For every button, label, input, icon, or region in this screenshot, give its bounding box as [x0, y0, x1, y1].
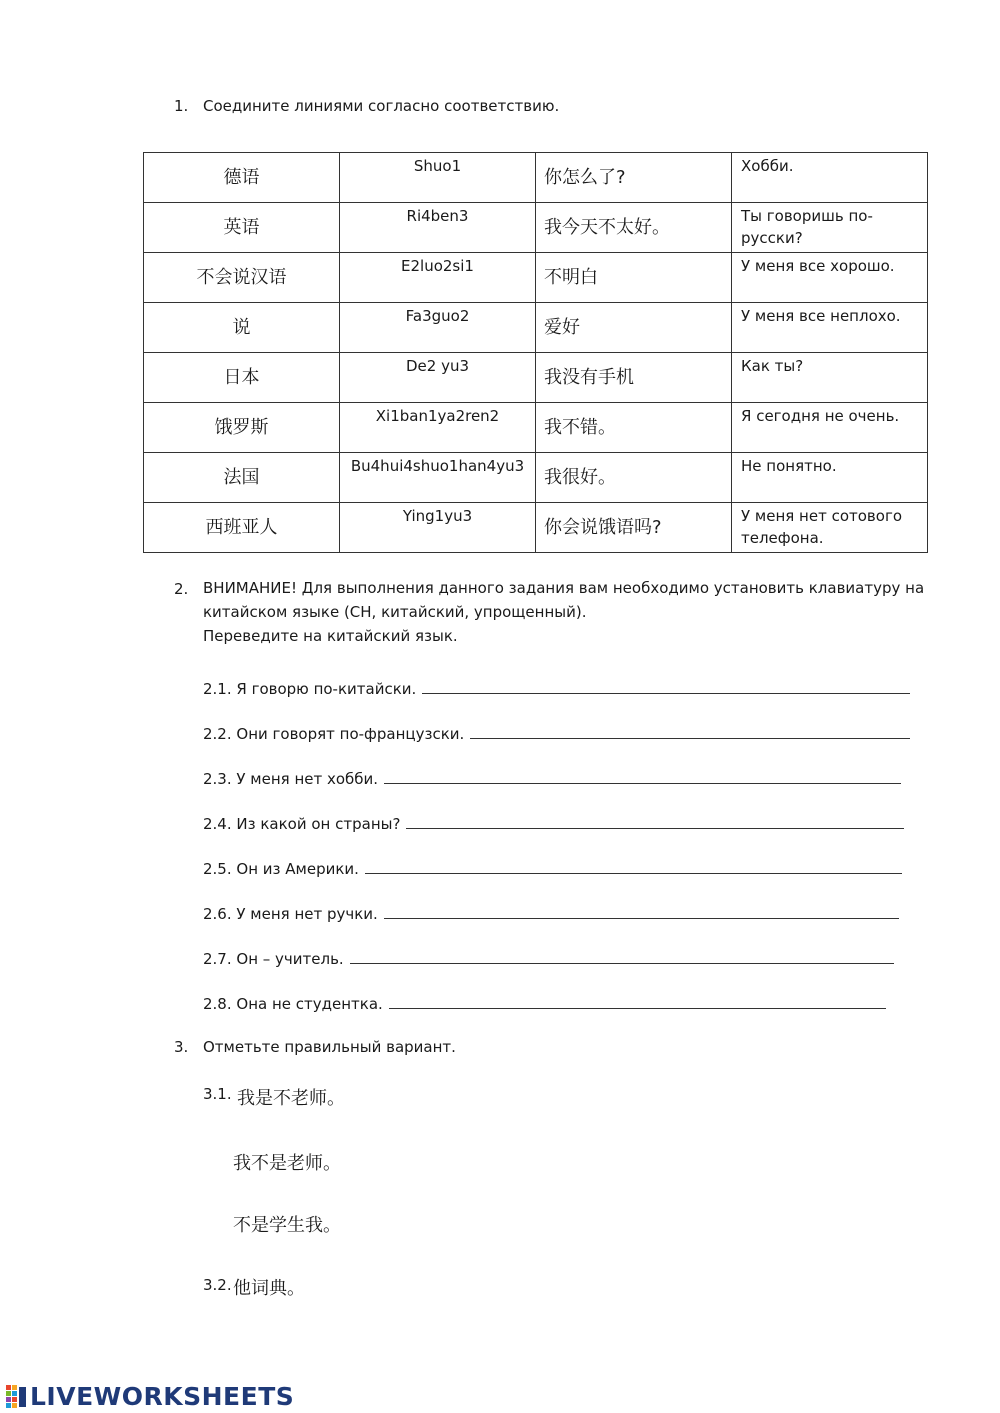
section1-instruction: Соедините линиями согласно соответствию.: [203, 97, 560, 115]
table-cell-c1[interactable]: 法国: [144, 453, 340, 503]
section2-line3: Переведите на китайский язык.: [203, 627, 458, 645]
table-cell-c4[interactable]: Я сегодня не очень.: [732, 403, 928, 453]
table-cell-c3[interactable]: 我今天不太好。: [536, 203, 732, 253]
table-cell-c4[interactable]: Как ты?: [732, 353, 928, 403]
translation-prompt: 2.3. У меня нет хобби.: [203, 770, 379, 788]
question-3-1-option-1[interactable]: 我是不老师。: [237, 1088, 345, 1109]
table-cell-c2[interactable]: Ri4ben3: [340, 203, 536, 253]
answer-line[interactable]: [470, 737, 910, 739]
table-cell-c1[interactable]: 日本: [144, 353, 340, 403]
liveworksheets-logo[interactable]: [6, 1380, 294, 1412]
section3-instruction: Отметьте правильный вариант.: [203, 1038, 456, 1056]
table-cell-c3[interactable]: 你怎么了?: [536, 153, 732, 203]
answer-line[interactable]: [384, 782, 901, 784]
translation-item[interactable]: [203, 989, 886, 1013]
table-cell-c2[interactable]: De2 yu3: [340, 353, 536, 403]
question-3-1-option-3[interactable]: 不是学生我。: [233, 1215, 341, 1236]
answer-line[interactable]: [384, 917, 899, 919]
question-3-1-option-2[interactable]: 我不是老师。: [233, 1153, 341, 1174]
section2-number: 2.: [174, 580, 189, 598]
table-cell-c4[interactable]: У меня все неплохо.: [732, 303, 928, 353]
logo-mark-icon: [6, 1383, 28, 1409]
translation-item[interactable]: [203, 854, 902, 878]
logo-text: LIVEWORKSHEETS: [30, 1381, 295, 1411]
answer-line[interactable]: [350, 962, 894, 964]
table-cell-c4[interactable]: У меня все хорошо.: [732, 253, 928, 303]
table-cell-c1[interactable]: 德语: [144, 153, 340, 203]
table-row: [144, 203, 928, 253]
table-row: [144, 403, 928, 453]
table-cell-c2[interactable]: Ying1yu3: [340, 503, 536, 553]
table-row: [144, 353, 928, 403]
question-3-2-label: 3.2.: [203, 1276, 232, 1294]
translation-item[interactable]: [203, 674, 910, 698]
section3-number: 3.: [174, 1038, 189, 1056]
translation-prompt: 2.2. Они говорят по-французски.: [203, 725, 465, 743]
translation-prompt: 2.8. Она не студентка.: [203, 995, 383, 1013]
table-cell-c2[interactable]: Shuo1: [340, 153, 536, 203]
translation-prompt: 2.1. Я говорю по-китайски.: [203, 680, 417, 698]
translation-item[interactable]: [203, 719, 910, 743]
table-cell-c2[interactable]: Xi1ban1ya2ren2: [340, 403, 536, 453]
table-cell-c3[interactable]: 不明白: [536, 253, 732, 303]
table-cell-c1[interactable]: 饿罗斯: [144, 403, 340, 453]
table-cell-c4[interactable]: Ты говоришь по-русски?: [732, 203, 928, 253]
table-cell-c4[interactable]: Хобби.: [732, 153, 928, 203]
translation-item[interactable]: [203, 899, 899, 923]
translation-prompt: 2.5. Он из Америки.: [203, 860, 359, 878]
table-row: [144, 453, 928, 503]
table-cell-c1[interactable]: 说: [144, 303, 340, 353]
translation-prompt: 2.6. У меня нет ручки.: [203, 905, 378, 923]
table-cell-c2[interactable]: E2luo2si1: [340, 253, 536, 303]
section1-number: 1.: [174, 97, 189, 115]
table-cell-c3[interactable]: 我不错。: [536, 403, 732, 453]
matching-table: [143, 152, 928, 553]
answer-line[interactable]: [365, 872, 902, 874]
table-row: [144, 153, 928, 203]
table-cell-c4[interactable]: У меня нет сотового телефона.: [732, 503, 928, 553]
table-cell-c3[interactable]: 爱好: [536, 303, 732, 353]
table-row: [144, 303, 928, 353]
table-cell-c1[interactable]: 西班亚人: [144, 503, 340, 553]
table-cell-c1[interactable]: 英语: [144, 203, 340, 253]
table-row: [144, 253, 928, 303]
table-cell-c3[interactable]: 我很好。: [536, 453, 732, 503]
answer-line[interactable]: [422, 692, 910, 694]
translation-item[interactable]: [203, 944, 894, 968]
table-cell-c3[interactable]: 我没有手机: [536, 353, 732, 403]
table-cell-c3[interactable]: 你会说饿语吗?: [536, 503, 732, 553]
table-cell-c2[interactable]: Bu4hui4shuo1han4yu3: [340, 453, 536, 503]
translation-prompt: 2.4. Из какой он страны?: [203, 815, 401, 833]
table-cell-c2[interactable]: Fa3guo2: [340, 303, 536, 353]
translation-prompt: 2.7. Он – учитель.: [203, 950, 344, 968]
translation-item[interactable]: [203, 809, 904, 833]
table-row: [144, 503, 928, 553]
question-3-1-label: 3.1.: [203, 1085, 232, 1103]
table-cell-c1[interactable]: 不会说汉语: [144, 253, 340, 303]
question-3-2-option-1[interactable]: 他词典。: [233, 1278, 305, 1299]
table-cell-c4[interactable]: Не понятно.: [732, 453, 928, 503]
answer-line[interactable]: [406, 827, 904, 829]
section2-line1: ВНИМАНИЕ! Для выполнения данного задания вам необходимо установить клавиатуру на: [203, 579, 925, 597]
answer-line[interactable]: [389, 1007, 886, 1009]
translation-item[interactable]: [203, 764, 901, 788]
section2-line2: китайском языке (CH, китайский, упрощенный).: [203, 603, 587, 621]
